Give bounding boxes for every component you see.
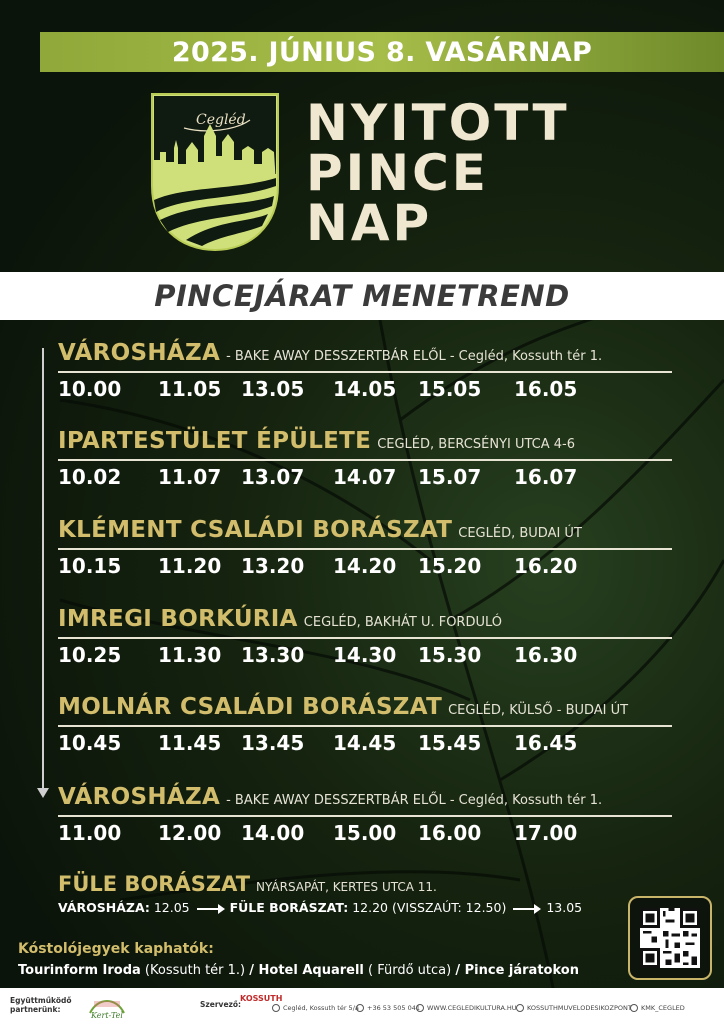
departure-time: 10.45 — [58, 731, 122, 755]
stop-4 — [58, 606, 672, 673]
stop-name: IPARTESTÜLET ÉPÜLETE — [58, 428, 372, 454]
ticket-heading: Kóstolójegyek kaphatók: — [18, 941, 214, 957]
departure-time: 14.07 — [333, 465, 397, 489]
stop-5 — [58, 694, 672, 761]
facebook-icon — [516, 1004, 524, 1012]
organizer-logo: KOSSUTH — [240, 994, 283, 1003]
to-label: FÜLE BORÁSZAT: — [229, 900, 349, 915]
schedule-heading: PINCEJÁRAT MENETREND — [154, 279, 570, 313]
back-time: 13.05 — [546, 900, 583, 915]
departure-time: 15.20 — [418, 554, 482, 578]
footer — [0, 988, 724, 1024]
stop-3 — [58, 517, 672, 584]
stop-name: KLÉMENT CSALÁDI BORÁSZAT — [58, 517, 453, 543]
ticket-separator: / — [249, 963, 259, 978]
location-icon — [272, 1004, 280, 1012]
stop-2 — [58, 428, 672, 495]
schedule-heading-band — [0, 272, 724, 320]
stop-address: NYÁRSAPÁT, KERTES UTCA 11. — [256, 880, 437, 894]
departure-time: 13.07 — [241, 465, 305, 489]
departure-time: 10.00 — [58, 377, 122, 401]
departure-time: 14.30 — [333, 643, 397, 667]
stop-times — [58, 373, 672, 407]
departure-time: 14.05 — [333, 377, 397, 401]
departure-time: 11.20 — [158, 554, 222, 578]
stop-times — [58, 639, 672, 673]
ticket-place: Tourinform Iroda — [18, 963, 141, 978]
departure-time: 13.45 — [241, 731, 305, 755]
from-time: 12.05 — [153, 900, 190, 915]
stop-address: CEGLÉD, KÜLSŐ - BUDAI ÚT — [448, 703, 629, 718]
arrow-right-icon — [197, 908, 223, 910]
partner-logo — [86, 991, 128, 1021]
svg-text:Kert-Tel: Kert-Tel — [91, 1011, 123, 1020]
stop-times — [58, 461, 672, 495]
stop-6 — [58, 784, 672, 851]
departure-time: 16.00 — [418, 821, 482, 845]
ticket-locations — [18, 963, 579, 978]
stop-name: FÜLE BORÁSZAT — [58, 872, 251, 896]
footer-address: Cegléd, Kossuth tér 5/a — [272, 1004, 359, 1012]
footer-instagram[interactable]: KMK_CEGLED — [630, 1004, 685, 1012]
departure-time: 11.05 — [158, 377, 222, 401]
departure-time: 14.00 — [241, 821, 305, 845]
to-time: 12.20 (VISSZAÚT: 12.50) — [352, 900, 507, 915]
departure-time: 11.00 — [58, 821, 122, 845]
stop-name: VÁROSHÁZA — [58, 340, 221, 366]
departure-time: 12.00 — [158, 821, 222, 845]
cegled-logo — [146, 90, 284, 252]
logo-script-text: Cegléd — [196, 112, 246, 128]
stop-times — [58, 727, 672, 761]
stop-address: - BAKE AWAY DESSZERTBÁR ELŐL - Cegléd, Kossuth tér 1. — [226, 349, 603, 364]
phone-icon — [356, 1004, 364, 1012]
departure-time: 13.30 — [241, 643, 305, 667]
ticket-note: (Kossuth tér 1.) — [140, 963, 250, 978]
organizer-label: Szervező: — [200, 1000, 242, 1009]
fule-schedule — [58, 900, 658, 915]
departure-time: 15.05 — [418, 377, 482, 401]
departure-time: 10.15 — [58, 554, 122, 578]
departure-time: 15.00 — [333, 821, 397, 845]
footer-facebook[interactable]: KOSSUTHMUVELODESIKOZPONT — [516, 1004, 632, 1012]
stop-address: CEGLÉD, BERCSÉNYI UTCA 4-6 — [377, 437, 576, 452]
departure-time: 15.07 — [418, 465, 482, 489]
title-line-1: NYITOTT — [306, 94, 570, 152]
globe-icon — [416, 1004, 424, 1012]
fule-boraszat-route — [58, 872, 658, 915]
route-arrow-icon — [37, 788, 49, 798]
departure-time: 16.45 — [514, 731, 578, 755]
stop-name: MOLNÁR CSALÁDI BORÁSZAT — [58, 694, 443, 720]
stop-1 — [58, 340, 672, 407]
departure-time: 14.20 — [333, 554, 397, 578]
ticket-place: Pince járatokon — [464, 963, 579, 978]
departure-time: 15.30 — [418, 643, 482, 667]
departure-time: 14.45 — [333, 731, 397, 755]
footer-web[interactable]: WWW.CEGLEDIKULTURA.HU — [416, 1004, 517, 1012]
ticket-note: ( Fürdő utca) — [363, 963, 456, 978]
departure-time: 10.25 — [58, 643, 122, 667]
departure-time: 16.20 — [514, 554, 578, 578]
stop-address: CEGLÉD, BAKHÁT U. FORDULÓ — [303, 615, 503, 630]
stop-times — [58, 550, 672, 584]
departure-time: 11.07 — [158, 465, 222, 489]
departure-time: 17.00 — [514, 821, 578, 845]
title-line-3: NAP — [306, 194, 433, 252]
event-title — [306, 94, 570, 252]
from-label: VÁROSHÁZA: — [58, 900, 150, 915]
title-line-2: PINCE — [306, 144, 489, 202]
stop-address: - BAKE AWAY DESSZERTBÁR ELŐL - Cegléd, Kossuth tér 1. — [226, 793, 603, 808]
instagram-icon — [630, 1004, 638, 1012]
departure-time: 13.20 — [241, 554, 305, 578]
route-line — [42, 348, 44, 794]
departure-time: 10.02 — [58, 465, 122, 489]
departure-time: 16.07 — [514, 465, 578, 489]
departure-time: 15.45 — [418, 731, 482, 755]
arrow-right-icon — [513, 908, 539, 910]
departure-time: 11.45 — [158, 731, 222, 755]
departure-time: 11.30 — [158, 643, 222, 667]
qr-code[interactable] — [628, 896, 712, 980]
ticket-place: Hotel Aquarell — [258, 963, 364, 978]
ticket-info — [18, 941, 579, 978]
stop-times — [58, 817, 672, 851]
ticket-separator: / — [455, 963, 465, 978]
stop-name: VÁROSHÁZA — [58, 784, 221, 810]
stop-name: IMREGI BORKÚRIA — [58, 606, 298, 632]
event-date: 2025. JÚNIUS 8. VASÁRNAP — [171, 36, 593, 68]
departure-time: 16.05 — [514, 377, 578, 401]
departure-time: 13.05 — [241, 377, 305, 401]
departure-time: 16.30 — [514, 643, 578, 667]
partner-label: Együttműködő partnerünk: — [10, 996, 72, 1014]
stop-address: CEGLÉD, BUDAI ÚT — [458, 526, 582, 541]
footer-phone: +36 53 505 041 — [356, 1004, 420, 1012]
